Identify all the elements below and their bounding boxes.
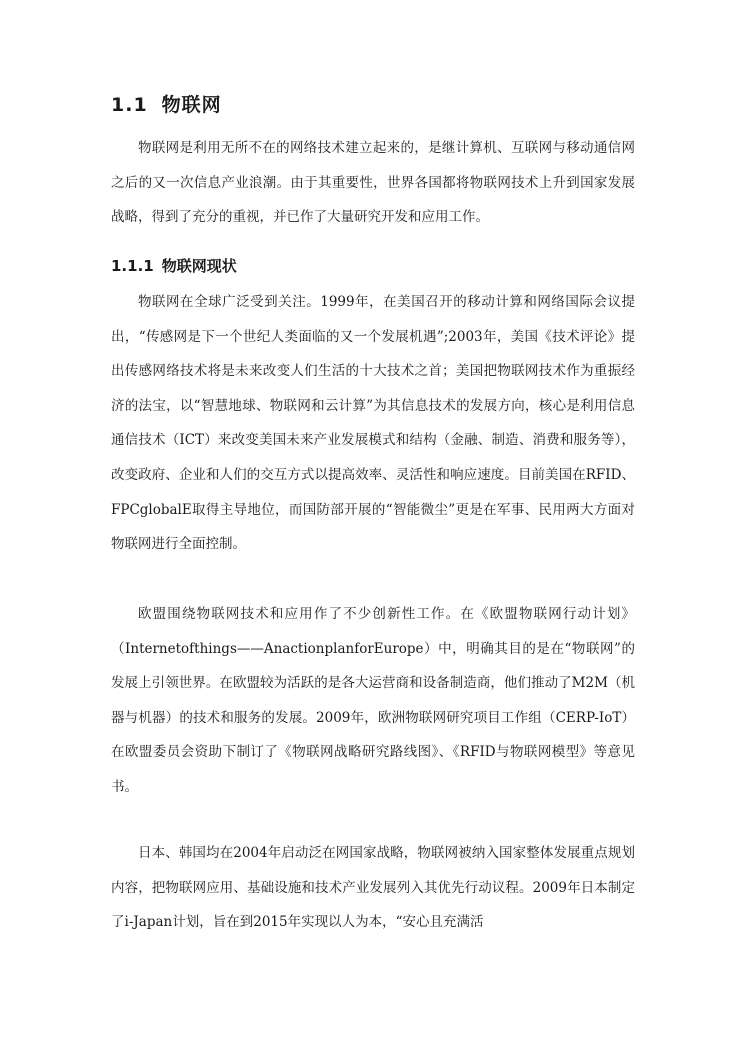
section-number: 1.1 (111, 94, 148, 116)
paragraph-usa: 物联网在全球广泛受到关注。1999年，在美国召开的移动计算和网络国际会议提出，“传感网是下一个世纪人类面临的又一个发展机遇”;2003年，美国《技术评论》提出传感网络技术将是未来改变人们生活的十大技术之首；美国把物联网技术作为重振经济的法宝，以“智慧地球、物联网和云计算”为其信息技术的发展方向，核心是利用信息通信技术（ICT）来改变美国未来产业发展模式和结构（金融、制造、消费和服务等），改变政府、企业和人们的交互方式以提高效率、灵活性和响应速度。目前美国在RFID、FPCglobalE取得主导地位，而国防部开展的“智能微尘”更是在军事、民用两大方面对物联网进行全面控制。 (111, 294, 635, 553)
section-heading (111, 90, 222, 117)
paragraph-japan-korea: 日本、韩国均在2004年启动泛在网国家战略，物联网被纳入国家整体发展重点规划内容，把物联网应用、基础设施和技术产业发展列入其优先行动议程。2009年日本制定了i-Japan计划，旨在到2015年实现以人为本，“安心且充满活 (111, 845, 635, 931)
subsection-heading (111, 255, 237, 276)
subsection-title: 物联网现状 (161, 257, 237, 275)
section-title: 物联网 (161, 94, 222, 116)
intro-paragraph: 物联网是利用无所不在的网络技术建立起来的，是继计算机、互联网与移动通信网之后的又一次信息产业浪潮。由于其重要性，世界各国都将物联网技术上升到国家发展战略，得到了充分的重视，并已作了大量研究开发和应用工作。 (111, 140, 635, 226)
paragraph-eu: 欧盟围绕物联网技术和应用作了不少创新性工作。在《欧盟物联网行动计划》（Internetofthings——AnactionplanforEurope）中，明确其目的是在“物联网”的发展上引领世界。在欧盟较为活跃的是各大运营商和设备制造商，他们推动了M2M（机器与机器）的技术和服务的发展。2009年，欧洲物联网研究项目工作组（CERP-IoT）在欧盟委员会资助下制订了《物联网战略研究路线图》、《RFID与物联网模型》等意见书。 (111, 606, 635, 795)
subsection-number: 1.1.1 (111, 257, 154, 275)
